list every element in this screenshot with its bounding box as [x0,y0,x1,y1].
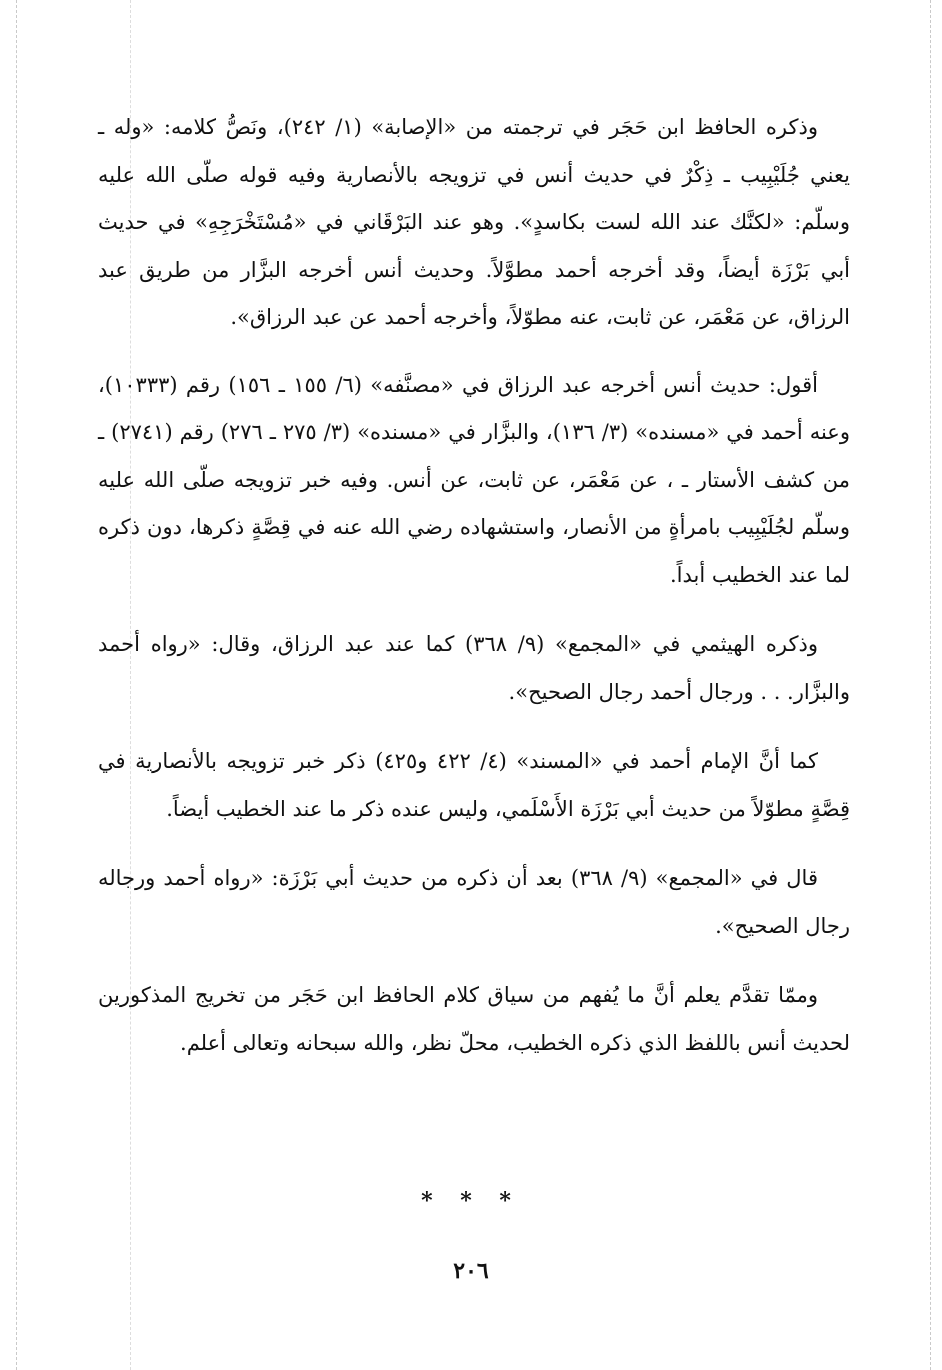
paragraph-3: وذكره الهيثمي في «المجمع» (٩/ ٣٦٨) كما عند عبد الرزاق، وقال: «رواه أحمد والبزَّار. . . ورجال أحمد رجال الصحيح». [98,632,850,704]
paragraph-6: وممّا تقدَّم يعلم أنَّ ما يُفهم من سياق كلام الحافظ ابن حَجَر من تخريج المذكورين لحديث أنس باللفظ الذي ذكره الخطيب، محلّ نظر، والله سبحانه وتعالى أعلم. [98,983,850,1055]
scan-artifact-left [16,0,17,1370]
section-separator: * * * [421,1188,521,1214]
paragraph-1: وذكره الحافظ ابن حَجَر في ترجمته من «الإصابة» (١/ ٢٤٢)، ونَصُّ كلامه: «وله ـ يعني جُلَيْبِيب ـ ذِكْرٌ في حديث أنس في تزويجه بالأنصارية وفيه قوله صلّى الله عليه وسلّم: «لكنَّك عند الله لست بكاسدٍ». وهو عند البَرْقَاني في «مُسْتَخْرَجِهِ» في حديث أبي بَرْزَة أيضاً، وقد أخرجه أحمد مطوَّلاً. وحديث أنس أخرجه البزَّار من طريق عبد الرزاق، عن مَعْمَر، عن ثابت، عنه مطوّلاً، وأخرجه أحمد عن عبد الرزاق». [98,115,850,329]
paragraph-2: أقول: حديث أنس أخرجه عبد الرزاق في «مصنَّفه» (٦/ ١٥٥ ـ ١٥٦) رقم (١٠٣٣٣)، وعنه أحمد في «مسنده» (٣/ ١٣٦)، والبزَّار في «مسنده» (٣/ ٢٧٥ ـ ٢٧٦) رقم (٢٧٤١) ـ من كشف الأستار ـ ، عن مَعْمَر، عن ثابت، عن أنس. وفيه خبر تزويجه صلّى الله عليه وسلّم لجُلَيْبِيب بامرأةٍ من الأنصار، واستشهاده رضي الله عنه في قِصَّةٍ ذكرها، دون ذكره لما عند الخطيب أبداً. [98,372,850,587]
scan-artifact-right [930,0,931,1370]
paragraph-4: كما أنَّ الإمام أحمد في «المسند» (٤/ ٤٢٢ و٤٢٥) ذكر خبر تزويجه بالأنصارية في قِصَّةٍ مطوّلاً من حديث أبي بَرْزَة الأَسْلَمي، وليس عنده ذكر ما عند الخطيب أيضاً. [98,749,850,821]
paragraph-5: قال في «المجمع» (٩/ ٣٦٨) بعد أن ذكره من حديث أبي بَرْزَة: «رواه أحمد ورجاله رجال الصحيح». [98,866,850,938]
page-number: ٢٠٦ [453,1258,489,1284]
body-text [98,104,850,1089]
